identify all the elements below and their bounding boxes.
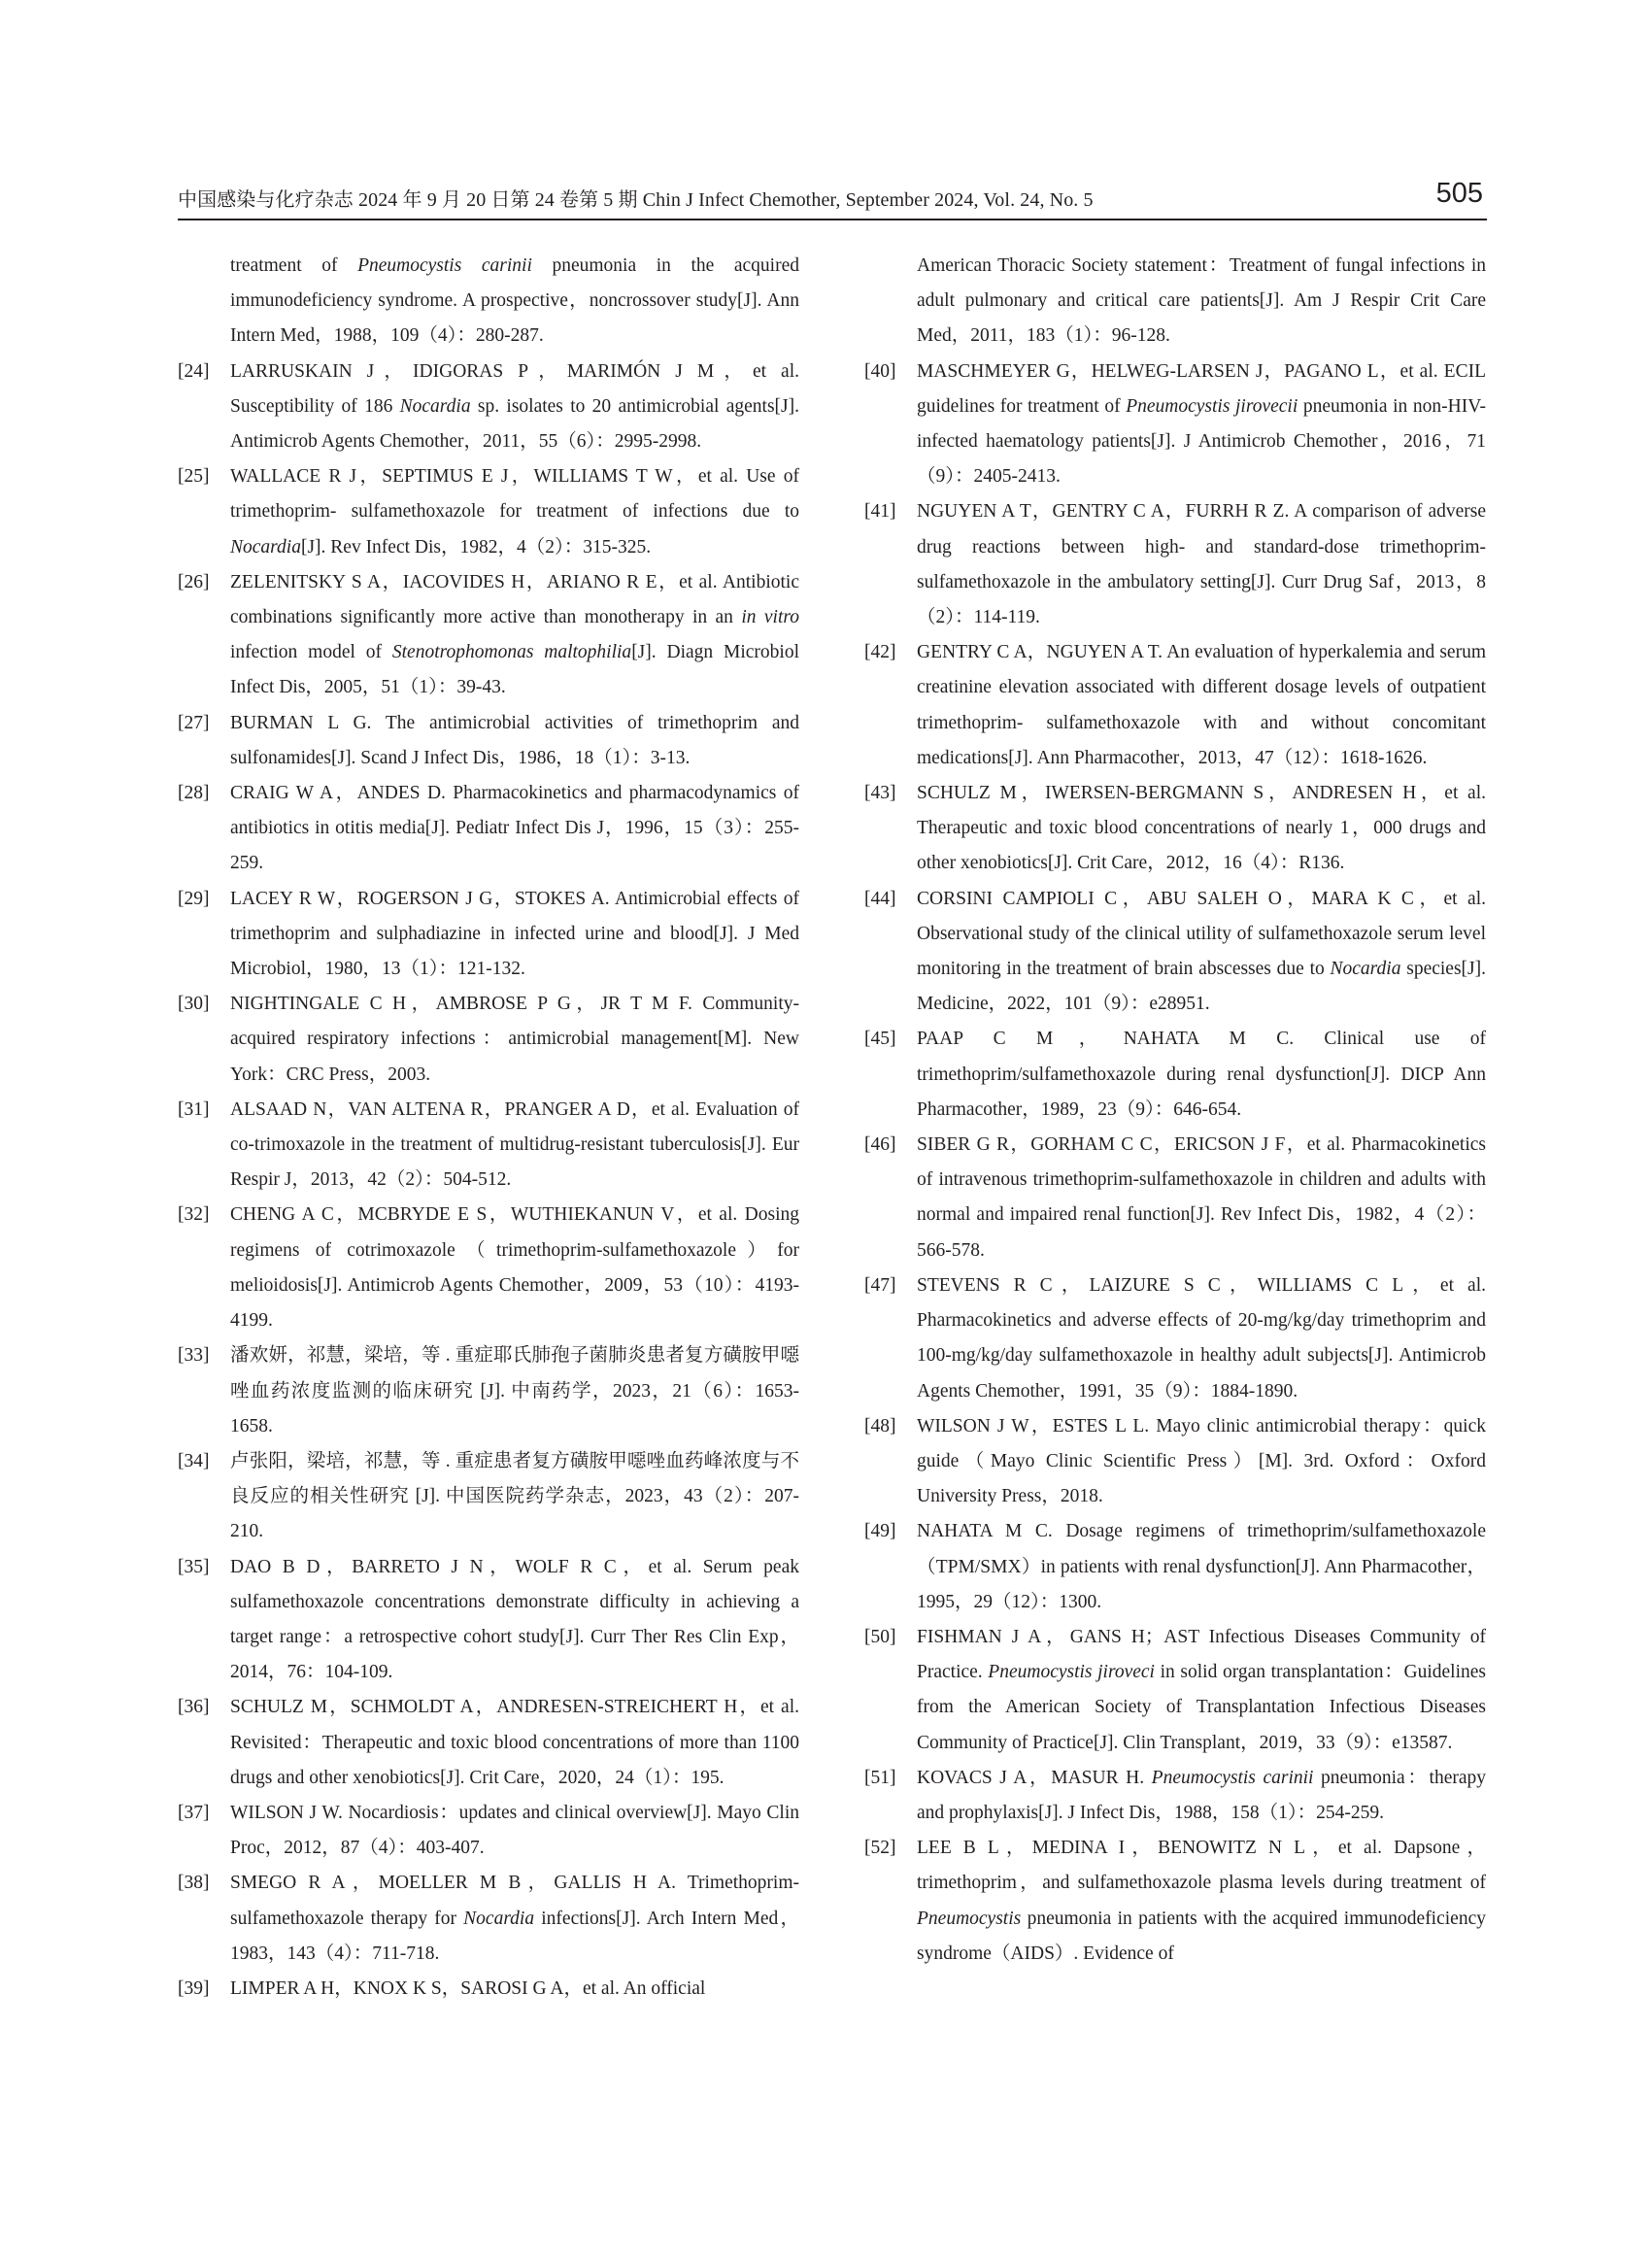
reference-text: 卢张阳，梁培，祁慧，等 . 重症患者复方磺胺甲噁唑血药峰浓度与不良反应的相关性研究 [J]. 中国医院药学杂志，2023，43（2）：207-210.: [230, 1450, 799, 1542]
reference-entry: [864, 1128, 1486, 1268]
reference-entry: [178, 1866, 799, 1972]
reference-text: pneumonia：therapy and prophylaxis[J]. J Infect Dis，1988，158（1）：254-259.: [917, 1767, 1486, 1823]
reference-number: [45]: [864, 1029, 896, 1050]
reference-number: [24]: [178, 360, 210, 382]
reference-number: [31]: [178, 1098, 210, 1120]
reference-number: [50]: [864, 1626, 896, 1647]
reference-number: [25]: [178, 466, 210, 488]
reference-italic-text: Nocardia: [399, 395, 471, 417]
reference-italic-text: Nocardia: [463, 1908, 535, 1929]
reference-number: [30]: [178, 994, 210, 1015]
reference-entry: [864, 1761, 1486, 1831]
reference-column-right: [864, 249, 1486, 2133]
reference-entry: [178, 355, 799, 460]
reference-column-left: [178, 249, 799, 2133]
reference-entry: [178, 776, 799, 882]
reference-entry: [178, 987, 799, 1093]
reference-text: CHENG A C，MCBRYDE E S，WUTHIEKANUN V，et al. Dosing regimens of cotrimoxazole（trimethoprim-sulfamethoxazole）for melioidosis[J]. Antimicrob Agents Chemother，2009，53（10）：4193-4199.: [230, 1204, 799, 1332]
reference-italic-text: Pneumocystis: [917, 1908, 1022, 1929]
reference-text: pneumonia in patients with the acquired immunodeficiency syndrome（AIDS）. Evidence of: [917, 1908, 1486, 1964]
reference-entry: [864, 494, 1486, 635]
reference-entry: [178, 565, 799, 706]
reference-entry: [864, 249, 1486, 355]
reference-italic-text: Stenotrophomonas maltophilia: [391, 642, 632, 663]
reference-text: pneumonia in the acquired immunodeficiency syndrome. A prospective，noncrossover study[J]. Ann Intern Med，1988，109（4）：280-287.: [230, 255, 799, 347]
reference-text: LIMPER A H，KNOX K S，SAROSI G A，et al. An official: [230, 1977, 706, 1999]
reference-entry: [864, 355, 1486, 495]
reference-number: [37]: [178, 1802, 210, 1823]
reference-number: [43]: [864, 783, 896, 804]
reference-number: [34]: [178, 1450, 210, 1471]
reference-number: [49]: [864, 1521, 896, 1542]
reference-text: [J]. Rev Infect Dis，1982，4（2）：315-325.: [300, 536, 652, 558]
reference-text: SMEGO R A，MOELLER M B，GALLIS H A. Trimethoprim-sulfamethoxazole therapy for: [230, 1873, 799, 1929]
reference-text: CORSINI CAMPIOLI C，ABU SALEH O，MARA K C，et al. Observational study of the clinical utility of sulfamethoxazole serum level monitoring in the treatment of brain abscesses due to: [917, 888, 1486, 980]
reference-entry: [864, 635, 1486, 776]
reference-entry: [864, 1409, 1486, 1515]
running-header: [178, 178, 1487, 220]
reference-entry: [864, 776, 1486, 882]
reference-text: LARRUSKAIN J，IDIGORAS P，MARIMÓN J M，et al. Susceptibility of 186: [230, 360, 799, 417]
reference-italic-text: Pneumocystis jirovecii: [1126, 395, 1298, 417]
reference-entry: [178, 1198, 799, 1338]
reference-number: [41]: [864, 501, 896, 523]
reference-number: [48]: [864, 1415, 896, 1436]
reference-entry: [178, 1093, 799, 1199]
reference-entry: [178, 1550, 799, 1691]
reference-entry: [178, 249, 799, 355]
reference-number: [42]: [864, 642, 896, 663]
reference-text: NGUYEN A T，GENTRY C A，FURRH R Z. A comparison of adverse drug reactions between high- and standard-dose trimethoprim-sulfamethoxazole in the ambulatory setting[J]. Curr Drug Saf，2013，8（2）：114-119.: [917, 501, 1486, 628]
reference-text: pneumonia in non-HIV-infected haematology patients[J]. J Antimicrob Chemother，2016，71（9）：2405-2413.: [917, 395, 1486, 488]
reference-number: [35]: [178, 1556, 210, 1577]
reference-number: [44]: [864, 888, 896, 909]
reference-text: infection model of: [230, 642, 392, 663]
reference-entry: [178, 1972, 799, 2007]
reference-number: [26]: [178, 571, 210, 592]
reference-text: PAAP C M，NAHATA M C. Clinical use of trimethoprim/sulfamethoxazole during renal dysfunction[J]. DICP Ann Pharmacother，1989，23（9）：646-654.: [917, 1029, 1486, 1120]
reference-number: [52]: [864, 1838, 896, 1859]
reference-entry: [864, 1831, 1486, 1972]
reference-number: [46]: [864, 1134, 896, 1156]
reference-text: SCHULZ M，IWERSEN-BERGMANN S，ANDRESEN H，et al. Therapeutic and toxic blood concentrations of nearly 1，000 drugs and other xenobiotics[J]. Crit Care，2012，16（4）：R136.: [917, 783, 1486, 874]
reference-italic-text: Nocardia: [230, 536, 301, 558]
reference-entry: [864, 1022, 1486, 1128]
reference-text: DAO B D，BARRETO J N，WOLF R C，et al. Serum peak sulfamethoxazole concentrations demonstrate difficulty in achieving a target range：a retrospective cohort study[J]. Curr Ther Res Clin Exp，2014，76：104-109.: [230, 1556, 799, 1683]
reference-text: species[J]. Medicine，2022，101（9）：e28951.: [917, 959, 1486, 1015]
reference-text: GENTRY C A，NGUYEN A T. An evaluation of hyperkalemia and serum creatinine elevation associated with different dosage levels of outpatient trimethoprim- sulfamethoxazole with and without concomitant medications[J]. Ann Pharmacother，2013，47（12）：1618-1626.: [917, 642, 1486, 768]
journal-citation-line: 中国感染与化疗杂志 2024 年 9 月 20 日第 24 卷第 5 期 Chin J Infect Chemother, September 2024, Vol. 24, No. 5: [178, 189, 1094, 211]
reference-number: [32]: [178, 1204, 210, 1226]
reference-text: MASCHMEYER G，HELWEG-LARSEN J，PAGANO L，et al. ECIL guidelines for treatment of: [917, 360, 1486, 417]
reference-number: [29]: [178, 888, 210, 909]
reference-text: sp. isolates to 20 antimicrobial agents[J]. Antimicrob Agents Chemother，2011，55（6）：2995-2998.: [230, 395, 799, 453]
reference-text: in solid organ transplantation：Guidelines from the American Society of Transplantation Infectious Diseases Community of Practice[J]. Clin Transplant，2019，33（9）：e13587.: [917, 1662, 1486, 1753]
reference-text: WALLACE R J，SEPTIMUS E J，WILLIAMS T W，et al. Use of trimethoprim- sulfamethoxazole for treatment of infections due to: [230, 466, 799, 523]
reference-entry: [178, 882, 799, 988]
reference-entry: [864, 882, 1486, 1023]
reference-text: American Thoracic Society statement：Treatment of fungal infections in adult pulmonary and critical care patients[J]. Am J Respir Crit Care Med，2011，183（1）：96-128.: [917, 255, 1486, 347]
reference-text: SCHULZ M，SCHMOLDT A，ANDRESEN-STREICHERT H，et al. Revisited：Therapeutic and toxic blood concentrations of more than 1100 drugs and other xenobiotics[J]. Crit Care，2020，24（1）：195.: [230, 1697, 799, 1788]
reference-text: BURMAN L G. The antimicrobial activities of trimethoprim and sulfonamides[J]. Scand J Infect Dis，1986，18（1）：3-13.: [230, 712, 799, 768]
reference-text: NIGHTINGALE C H，AMBROSE P G，JR T M F. Community-acquired respiratory infections：antimicrobial management[M]. New York：CRC Press，2003.: [230, 994, 799, 1085]
reference-entry: [864, 1514, 1486, 1620]
reference-text: CRAIG W A，ANDES D. Pharmacokinetics and pharmacodynamics of antibiotics in otitis media[J]. Pediatr Infect Dis J，1996，15（3）：255-259.: [230, 783, 799, 874]
reference-italic-text: Pneumocystis carinii: [357, 255, 532, 276]
reference-italic-text: in vitro: [741, 607, 799, 628]
reference-entry: [178, 1338, 799, 1444]
page-number: 505: [1435, 178, 1483, 209]
reference-number: [27]: [178, 712, 210, 733]
reference-entry: [178, 706, 799, 776]
reference-italic-text: Nocardia: [1330, 959, 1401, 980]
reference-text: SIBER G R，GORHAM C C，ERICSON J F，et al. Pharmacokinetics of intravenous trimethoprim-sulfamethoxazole in children and adults with normal and impaired renal function[J]. Rev Infect Dis，1982，4（2）：566-578.: [917, 1134, 1486, 1261]
reference-number: [33]: [178, 1345, 210, 1367]
reference-entry: [864, 1268, 1486, 1409]
reference-text: LACEY R W，ROGERSON J G，STOKES A. Antimicrobial effects of trimethoprim and sulphadiazine in infected urine and blood[J]. J Med Microbiol，1980，13（1）：121-132.: [230, 888, 799, 980]
reference-entry: [864, 1620, 1486, 1761]
reference-number: [28]: [178, 783, 210, 804]
reference-text: LEE B L，MEDINA I，BENOWITZ N L，et al. Dapsone，trimethoprim，and sulfamethoxazole plasma levels during treatment of: [917, 1838, 1486, 1894]
reference-text: WILSON J W，ESTES L L. Mayo clinic antimicrobial therapy：quick guide（Mayo Clinic Scientific Press）[M]. 3rd. Oxford：Oxford University Press，2018.: [917, 1415, 1486, 1507]
reference-number: [51]: [864, 1767, 896, 1788]
reference-text: ZELENITSKY S A，IACOVIDES H，ARIANO R E，et al. Antibiotic combinations significantly more active than monotherapy in an: [230, 571, 799, 628]
reference-text: WILSON J W. Nocardiosis：updates and clinical overview[J]. Mayo Clin Proc，2012，87（4）：403-407.: [230, 1802, 799, 1859]
reference-entry: [178, 1690, 799, 1796]
reference-text: infections[J]. Arch Intern Med，1983，143（4）：711-718.: [230, 1908, 799, 1964]
reference-text: 潘欢妍，祁慧，梁培，等 . 重症耶氏肺孢子菌肺炎患者复方磺胺甲噁唑血药浓度监测的临床研究 [J]. 中南药学，2023，21（6）：1653-1658.: [230, 1345, 799, 1436]
reference-text: ALSAAD N，VAN ALTENA R，PRANGER A D，et al. Evaluation of co-trimoxazole in the treatment of multidrug-resistant tuberculosis[J]. Eur Respir J，2013，42（2）：504-512.: [230, 1098, 799, 1191]
reference-number: [39]: [178, 1977, 210, 1999]
reference-text: FISHMAN J A，GANS H；AST Infectious Diseases Community of Practice.: [917, 1626, 1486, 1683]
reference-entry: [178, 1444, 799, 1550]
reference-text: treatment of: [230, 255, 358, 276]
reference-number: [40]: [864, 360, 896, 382]
reference-entry: [178, 459, 799, 565]
reference-text: KOVACS J A，MASUR H.: [917, 1767, 1152, 1788]
reference-number: [38]: [178, 1873, 210, 1894]
reference-italic-text: Pneumocystis carinii: [1151, 1767, 1314, 1788]
reference-entry: [178, 1796, 799, 1866]
reference-italic-text: Pneumocystis jiroveci: [988, 1662, 1155, 1683]
reference-number: [36]: [178, 1697, 210, 1718]
reference-number: [47]: [864, 1274, 896, 1296]
reference-text: [J]. Diagn Microbiol Infect Dis，2005，51（1）：39-43.: [230, 642, 799, 698]
reference-text: STEVENS R C，LAIZURE S C，WILLIAMS C L，et al. Pharmacokinetics and adverse effects of 20-mg/kg/day trimethoprim and 100-mg/kg/day sulfamethoxazole in healthy adult subjects[J]. Antimicrob Agents Chemother，1991，35（9）：1884-1890.: [917, 1274, 1486, 1402]
reference-text: NAHATA M C. Dosage regimens of trimethoprim/sulfamethoxazole（TPM/SMX）in patients with renal dysfunction[J]. Ann Pharmacother，1995，29（12）：1300.: [917, 1521, 1486, 1612]
